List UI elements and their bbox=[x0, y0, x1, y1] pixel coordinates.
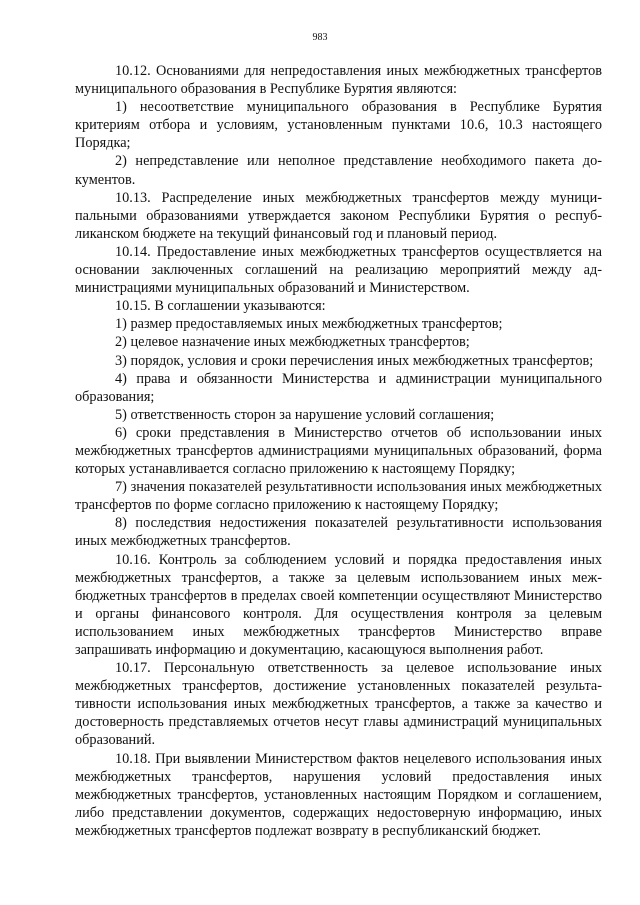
list-item-10-15-1: 1) размер предоставляемых иных межбюджетных трансфертов; bbox=[115, 316, 503, 333]
paragraph-10-14: 10.14. Предоставление иных межбюджетных трансфертов осуществляется на основании заключенных соглашений на реализацию мероприятий между администрациями муниципальных образований и Министерством. bbox=[75, 243, 602, 297]
paragraph-10-15: 10.15. В соглашении указываются: bbox=[115, 298, 326, 315]
paragraph-10-18: 10.18. При выявлении Министерством фактов нецелевого использования иных межбюджетных трансфертов, нарушения условий предоставления иных межбюджетных трансфертов, установленных настоящим Порядком и соглашением, либо представлении документов, содержащих недостоверную информацию, иных межбюджетных трансфертов подлежат возврату в республиканский бюджет. bbox=[75, 750, 602, 839]
list-item-10-15-2: 2) целевое назначение иных межбюджетных трансфертов; bbox=[115, 334, 470, 351]
paragraph-10-13: 10.13. Распределение иных межбюджетных трансфертов между муниципальными образованиями утверждается законом Республики Бурятия о республиканском бюджете на текущий финансовый год и плановый период. bbox=[75, 189, 602, 242]
page-number: 983 bbox=[312, 32, 328, 43]
document-body bbox=[75, 62, 602, 840]
paragraph-10-12: 10.12. Основаниями для непредоставления иных межбюджетных трансфертов муниципального образования в Республике Бурятия являются: bbox=[75, 63, 602, 98]
list-item-10-15-6: 6) сроки представления в Министерство отчетов об использовании иных межбюджетных трансфертов администрациями муниципальных образований, форма которых устанавливается согласно приложению к настоящему Порядку; bbox=[75, 424, 602, 478]
list-item-10-15-8: 8) последствия недостижения показателей результативности использования иных межбюджетных трансфертов. bbox=[75, 515, 602, 550]
list-item-10-15-5: 5) ответственность сторон за нарушение условий соглашения; bbox=[115, 406, 495, 423]
paragraph-10-17: 10.17. Персональную ответственность за целевое использование иных межбюджетных трансфертов, достижение установленных показателей результативности использования иных межбюджетных трансфертов, а также за качество и достоверность представляемых отчетов несут главы администраций муниципальных образований. bbox=[75, 660, 602, 749]
list-item-10-12-2: 2) непредставление или неполное представление необходимого пакета документов. bbox=[75, 153, 602, 188]
list-item-10-15-3: 3) порядок, условия и сроки перечисления иных межбюджетных трансфертов; bbox=[115, 352, 594, 369]
list-item-10-15-4: 4) права и обязанности Министерства и администрации муниципального образования; bbox=[75, 370, 602, 405]
list-item-10-15-7: 7) значения показателей результативности использования иных межбюджетных трансфертов по форме согласно приложению к настоящему Порядку; bbox=[75, 479, 602, 514]
list-item-10-12-1: 1) несоответствие муниципального образования в Республике Бурятия критериям отбора и условиям, установленным пунктами 10.6, 10.3 настоящего Порядка; bbox=[75, 99, 602, 152]
paragraph-10-16: 10.16. Контроль за соблюдением условий и порядка предоставления иных межбюджетных трансфертов, а также за целевым использованием иных межбюджетных трансфертов в пределах своей компетенции осуществляют Министерство и органы финансового контроля. Для осуществления контроля за целевым использованием иных межбюджетных трансфертов Министерство вправе запрашивать информацию и документацию, касающуюся выполнения работ. bbox=[75, 551, 602, 658]
